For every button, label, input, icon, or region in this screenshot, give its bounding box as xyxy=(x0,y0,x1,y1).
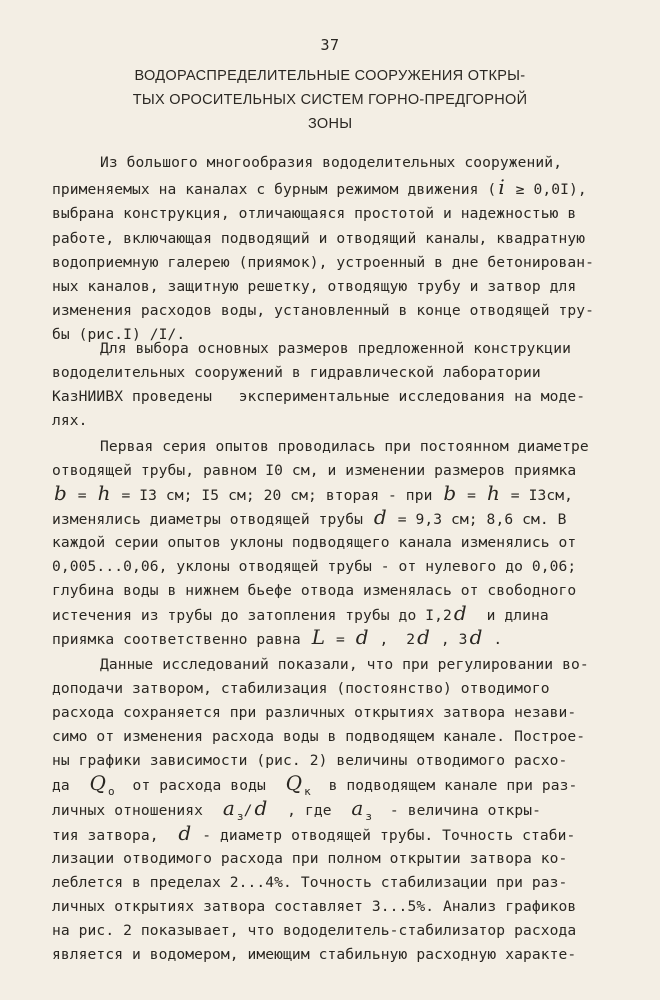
text-line: доподачи затвором, стабилизация (постоянство) отводимого xyxy=(52,680,550,697)
symbol-L: L xyxy=(311,625,326,649)
text-line: леблется в пределах 2...4%. Точность стабилизации при раз- xyxy=(52,874,568,891)
text-line: выбрана конструкция, отличающаяся простотой и надежностью в xyxy=(52,205,577,222)
text-line: ных каналов, защитную решетку, отводящую трубу и затвор для xyxy=(52,278,577,295)
text-line: изменялись диаметры отводящей трубы d = 9,3 см; 8,6 см. В xyxy=(52,505,567,529)
symbol-h: h xyxy=(97,481,111,505)
text-line: бы (рис.I) /I/. xyxy=(52,326,186,343)
text-line: глубина воды в нижнем бьефе отвода изменялась от свободного xyxy=(52,582,577,599)
title-line-1: ВОДОРАСПРЕДЕЛИТЕЛЬНЫЕ СООРУЖЕНИЯ ОТКРЫ- xyxy=(134,68,526,84)
symbol-d: d xyxy=(254,796,268,820)
text-line: тия затвора, d - диаметр отводящей трубы. Точность стаби- xyxy=(52,821,576,845)
symbol-a: a xyxy=(351,796,364,820)
page-number: 37 xyxy=(320,36,340,54)
symbol-Q: Q xyxy=(285,771,303,795)
text-line: расхода сохраняется при различных открытиях затвора незави- xyxy=(52,704,577,721)
text-line: применяемых на каналах с бурным режимом движения ( i ≥ 0,0I), xyxy=(52,175,587,199)
text-line: b = h = I3 см; I5 см; 20 см; вторая - при b = h = I3см, xyxy=(54,481,574,505)
text-line: Данные исследований показали, что при регулировании во- xyxy=(100,656,589,673)
symbol-d: d xyxy=(417,625,431,649)
symbol-a: a xyxy=(222,796,235,820)
text-line: является и водомером, имеющим стабильную расходную характе- xyxy=(52,946,577,963)
text-line: ны графики зависимости (рис. 2) величины отводимого расхо- xyxy=(52,752,568,769)
slope-symbol: i xyxy=(498,175,505,199)
text-line: работе, включающая подводящий и отводящий каналы, квадратную xyxy=(52,230,586,247)
text-line: водоприемную галерею (приямок), устроенный в дне бетонирован- xyxy=(52,254,595,271)
symbol-d: d xyxy=(355,625,369,649)
text-line: истечения из трубы до затопления трубы до I,2 d и длина xyxy=(52,601,549,625)
text-line: 0,005...0,06, уклоны отводящей трубы - от нулевого до 0,06; xyxy=(52,558,577,575)
text-line: Для выбора основных размеров предложенной конструкции xyxy=(100,340,571,357)
text-line: симо от изменения расхода воды в подводящем канале. Построе- xyxy=(52,728,586,745)
symbol-b: b xyxy=(443,481,457,505)
symbol-h: h xyxy=(486,481,500,505)
text-line: каждой серии опытов уклоны подводящего канала изменялись от xyxy=(52,534,577,551)
title-line-2: ТЫХ ОРОСИТЕЛЬНЫХ СИСТЕМ ГОРНО-ПРЕДГОРНОЙ xyxy=(132,92,528,108)
symbol-d: d xyxy=(178,821,192,845)
symbol-b: b xyxy=(54,481,67,505)
text-line: Первая серия опытов проводилась при постоянном диаметре xyxy=(100,438,589,455)
symbol-d: d xyxy=(469,625,483,649)
text-line: вододелительных сооружений в гидравлической лаборатории xyxy=(52,364,541,381)
text-line: КазНИИВХ проведены экспериментальные исследования на моде- xyxy=(52,388,586,405)
text-line: лях. xyxy=(52,412,88,429)
text-line: личных отношениях a $_з$/ d , где a $_з$ - величина откры- xyxy=(52,796,541,823)
text-line: личных открытиях затвора составляет 3...5%. Анализ графиков xyxy=(52,898,577,915)
text-line: да Q $_o$ от расхода воды Q $_к$ в подводящем канале при раз- xyxy=(52,771,578,798)
symbol-Q: Q xyxy=(89,771,107,795)
text-line: Из большого многообразия вододелительных сооружений, xyxy=(100,154,563,171)
text-line: отводящей трубы, равном I0 см, и изменении размеров приямка xyxy=(52,462,577,479)
symbol-d: d xyxy=(453,601,467,625)
symbol-d: d xyxy=(373,505,387,529)
paper-title xyxy=(0,64,660,136)
text-line: лизации отводимого расхода при полном открытии затвора ко- xyxy=(52,850,568,867)
text-line: приямка соответственно равна L = d , 2 d , 3 d . xyxy=(52,625,503,649)
title-line-3: ЗОНЫ xyxy=(308,116,353,132)
text-line: на рис. 2 показывает, что вододелитель-стабилизатор расхода xyxy=(52,922,577,939)
text-line: изменения расходов воды, установленный в конце отводящей тру- xyxy=(52,302,595,319)
